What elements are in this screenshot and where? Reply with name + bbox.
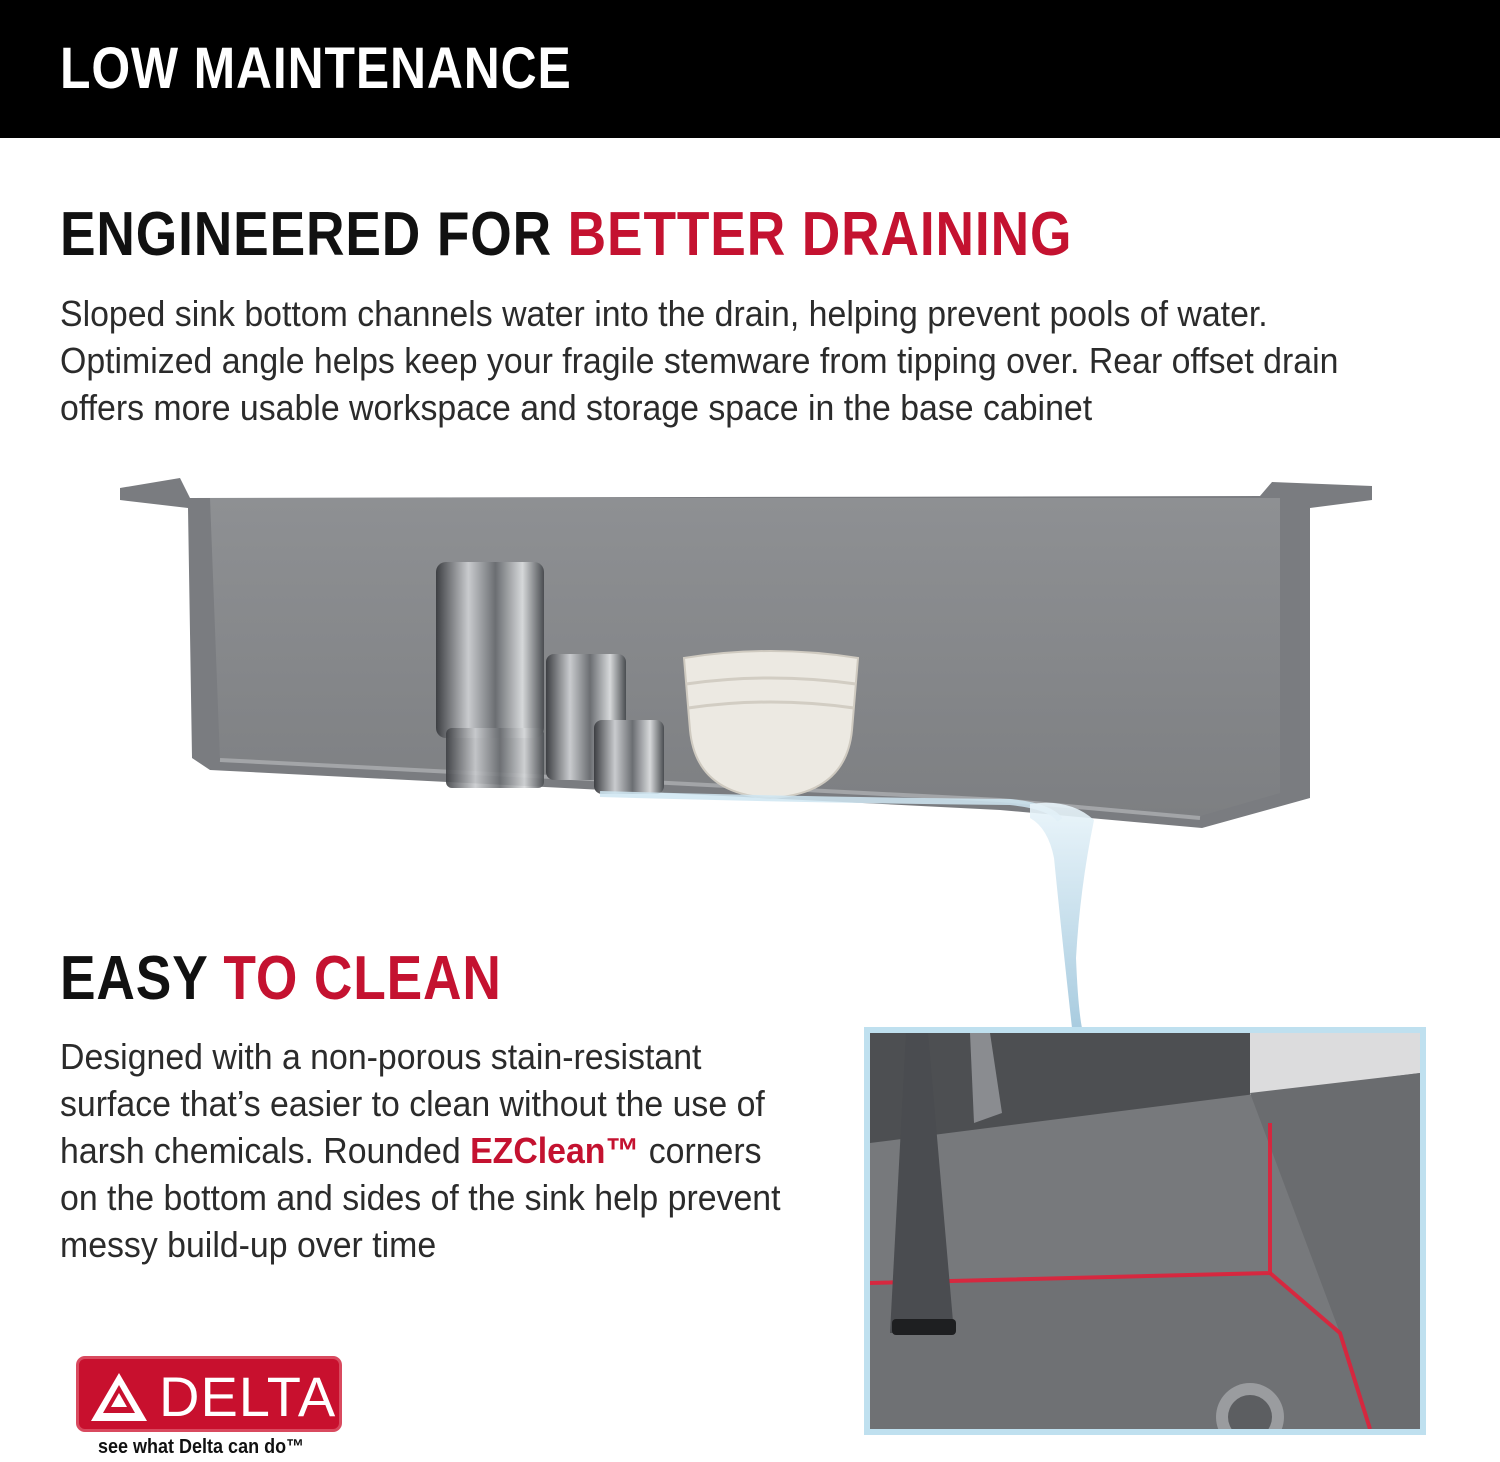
drain-heading: [60, 200, 1072, 270]
delta-tagline: see what Delta can do™: [98, 1436, 305, 1458]
clean-description-start: Designed with a non-porous stain-resistant surface that’s easier to clean without the use of harsh chemicals. Rounded: [60, 1036, 765, 1171]
clean-heading-accent: TO CLEAN: [223, 944, 502, 1013]
sink-corner-photo: [864, 1027, 1426, 1435]
drain-heading-accent: BETTER DRAINING: [567, 200, 1073, 269]
drain-description: Sloped sink bottom channels water into the drain, helping prevent pools of water. Optimized angle helps keep your fragile stemware from tipping over. Rear offset drain offers more usable workspace and storage space in the base cabinet: [60, 293, 1339, 428]
delta-logo-text: DELTA: [159, 1365, 337, 1428]
clean-heading: [60, 944, 502, 1014]
clean-description-end: corners on the bottom and sides of the sink help prevent messy build-up over time: [60, 1130, 781, 1265]
delta-triangle-icon: [89, 1371, 149, 1423]
draining-water: [1030, 803, 1094, 1028]
tall-canister: [436, 562, 544, 738]
clean-description: [60, 1033, 793, 1268]
small-canister: [594, 720, 664, 794]
ezclean-brand: EZClean™: [470, 1130, 640, 1171]
delta-logo: [76, 1356, 342, 1432]
bowl-stack: [684, 651, 858, 798]
drain-heading-plain: ENGINEERED FOR: [60, 200, 568, 269]
header-banner: [0, 0, 1500, 138]
banner-title: LOW MAINTENANCE: [60, 36, 572, 101]
sink-corner-illustration: [870, 1033, 1420, 1429]
clean-heading-plain: EASY: [60, 944, 224, 1013]
